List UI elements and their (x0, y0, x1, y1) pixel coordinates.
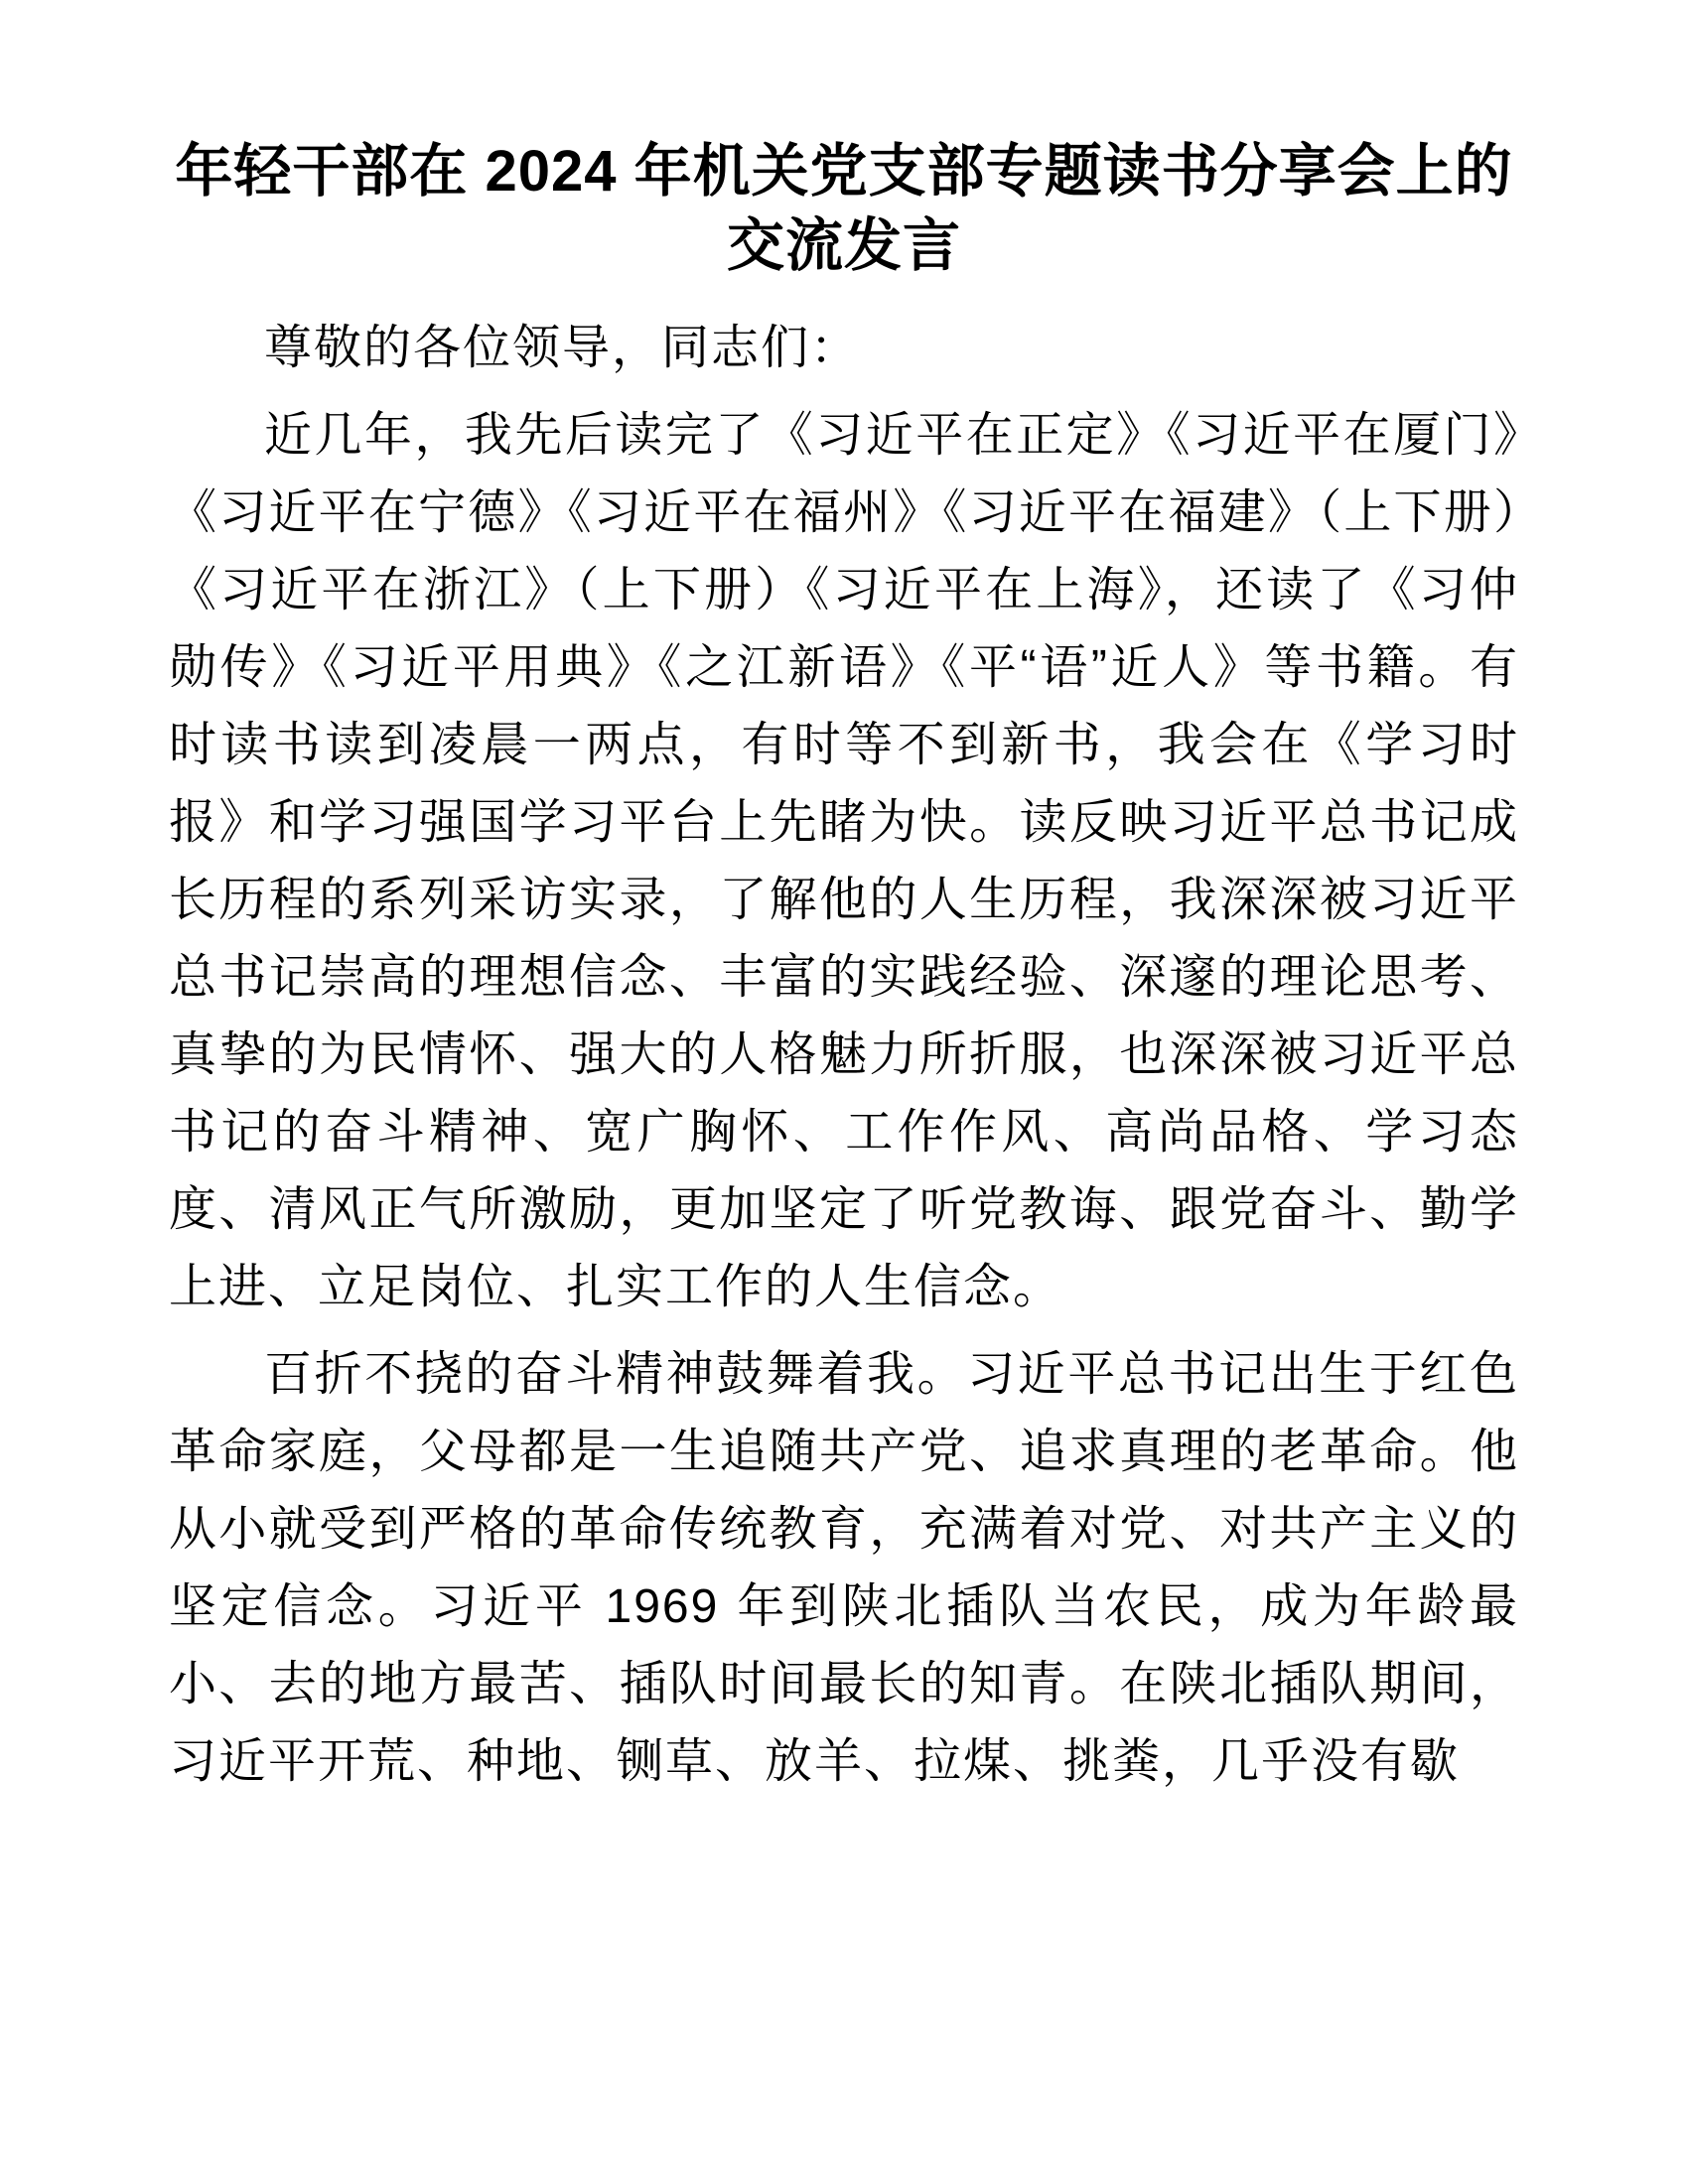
paragraph-greeting: 尊敬的各位领导，同志们： (264, 321, 861, 374)
document-title: 年轻干部在 2024 年机关党支部专题读书分享会上的交流发言 (175, 139, 1513, 279)
document-body (169, 310, 1519, 1801)
paragraph-struggle-spirit: 百折不挠的奋斗精神鼓舞着我。习近平总书记出生于红色革命家庭，父母都是一生追随共产党、追求真理的老革命。他从小就受到严格的革命传统教育，充满着对党、对共产主义的坚定信念。习近平 1969 年到陕北插队当农民，成为年龄最小、去的地方最苦、插队时间最长的知青。在陕北插队期间，习近平开荒、种地、铡草、放羊、拉煤、挑粪，几乎没有歇 (169, 1347, 1519, 1788)
paragraph-reading-experience: 近几年，我先后读完了《习近平在正定》《习近平在厦门》《习近平在宁德》《习近平在福州》《习近平在福建》（上下册）《习近平在浙江》（上下册）《习近平在上海》，还读了《习仲勋传》《习近平用典》《之江新语》《平“语”近人》等书籍。有时读书读到凌晨一两点，有时等不到新书，我会在《学习时报》和学习强国学习平台上先睹为快。读反映习近平总书记成长历程的系列采访实录，了解他的人生历程，我深深被习近平总书记崇高的理想信念、丰富的实践经验、深邃的理论思考、真挚的为民情怀、强大的人格魅力所折服，也深深被习近平总书记的奋斗精神、宽广胸怀、工作作风、高尚品格、学习态度、清风正气所激励，更加坚定了听党教诲、跟党奋斗、勤学上进、立足岗位、扎实工作的人生信念。 (169, 408, 1519, 1313)
